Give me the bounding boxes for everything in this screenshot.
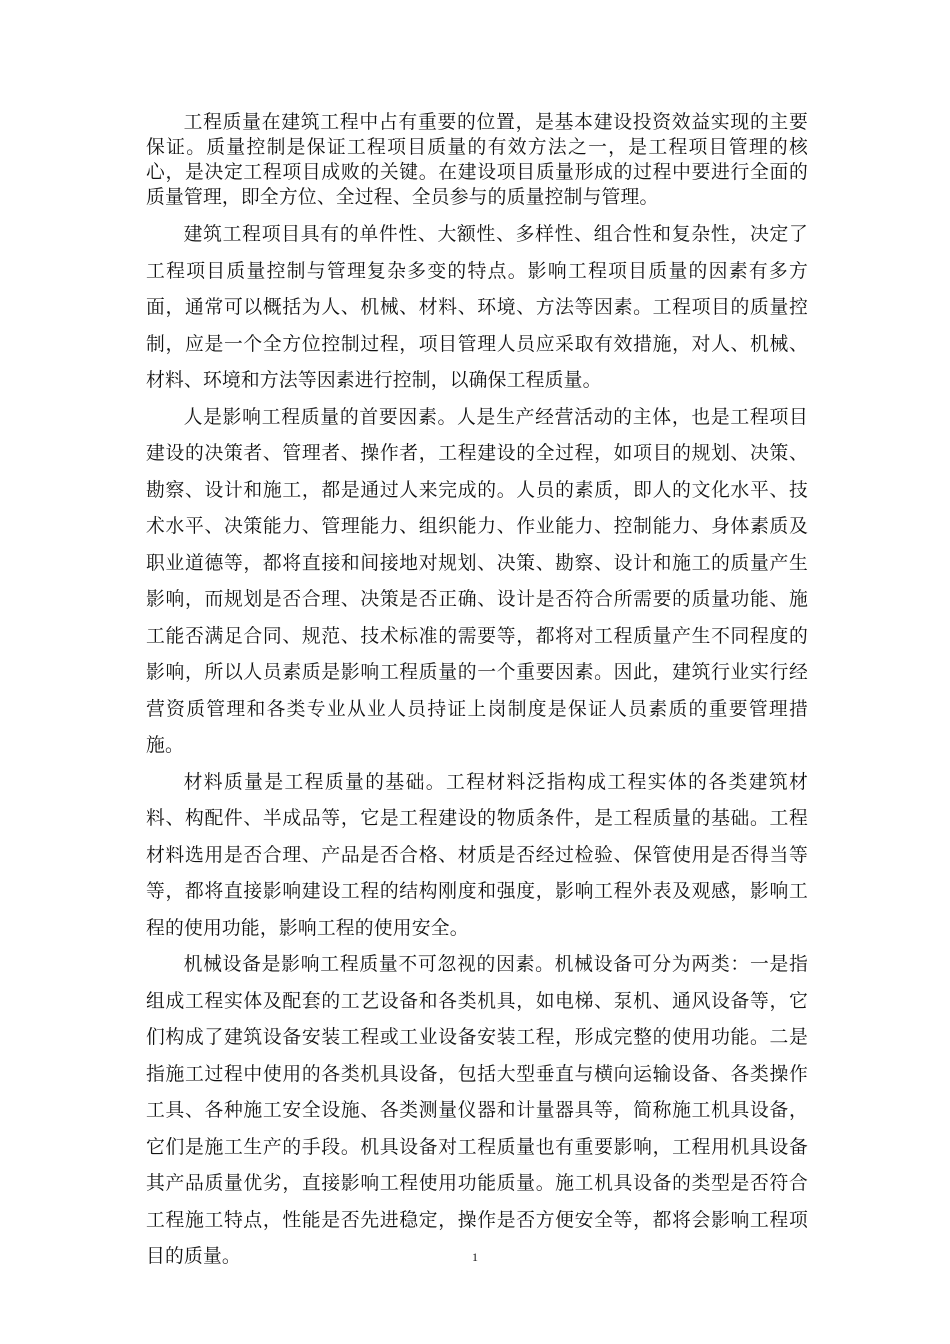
paragraph-machinery: 机械设备是影响工程质量不可忽视的因素。机械设备可分为两类：一是指组成工程实体及配套的工艺设备和各类机具，如电梯、泵机、通风设备等，它们构成了建筑设备安装工程或工业设备安装工程，形成完整的使用功能。二是指施工过程中使用的各类机具设备，包括大型垂直与横向运输设备、各类操作工具、各种施工安全设施、各类测量仪器和计量器具等，简称施工机具设备，它们是施工生产的手段。机具设备对工程质量也有重要影响，工程用机具设备其产品质量优劣，直接影响工程使用功能质量。施工机具设备的类型是否符合工程施工特点，性能是否先进稳定，操作是否方便安全等，都将会影响工程项目的质量。 (146, 954, 808, 1267)
paragraph-people: 人是影响工程质量的首要因素。人是生产经营活动的主体，也是工程项目建设的决策者、管理者、操作者，工程建设的全过程，如项目的规划、决策、勘察、设计和施工，都是通过人来完成的。人员的素质，即人的文化水平、技术水平、决策能力、管理能力、组织能力、作业能力、控制能力、身体素质及职业道德等，都将直接和间接地对规划、决策、勘察、设计和施工的质量产生影响，而规划是否合理、决策是否正确、设计是否符合所需要的质量功能、施工能否满足合同、规范、技术标准的需要等，都将对工程质量产生不同程度的影响，所以人员素质是影响工程质量的一个重要因素。因此，建筑行业实行经营资质管理和各类专业从业人员持证上岗制度是保证人员素质的重要管理措施。 (146, 406, 808, 756)
document-body (146, 110, 808, 1276)
paragraph-intro: 工程质量在建筑工程中占有重要的位置，是基本建设投资效益实现的主要保证。质量控制是保证工程项目质量的有效方法之一，是工程项目管理的核心，是决定工程项目成败的关键。在建设项目质量形成的过程中要进行全面的质量管理，即全方位、全过程、全员参与的质量控制与管理。 (146, 112, 808, 208)
paragraph-materials: 材料质量是工程质量的基础。工程材料泛指构成工程实体的各类建筑材料、构配件、半成品等，它是工程建设的物质条件，是工程质量的基础。工程材料选用是否合理、产品是否合格、材质是否经过检验、保管使用是否得当等等，都将直接影响建设工程的结构刚度和强度，影响工程外表及观感，影响工程的使用功能，影响工程的使用安全。 (146, 771, 808, 939)
page-number: 1 (472, 1250, 478, 1264)
paragraph-characteristics: 建筑工程项目具有的单件性、大额性、多样性、组合性和复杂性，决定了工程项目质量控制与管理复杂多变的特点。影响工程项目质量的因素有多方面，通常可以概括为人、机械、材料、环境、方法等因素。工程项目的质量控制，应是一个全方位控制过程，项目管理人员应采取有效措施，对人、机械、材料、环境和方法等因素进行控制，以确保工程质量。 (146, 224, 808, 391)
